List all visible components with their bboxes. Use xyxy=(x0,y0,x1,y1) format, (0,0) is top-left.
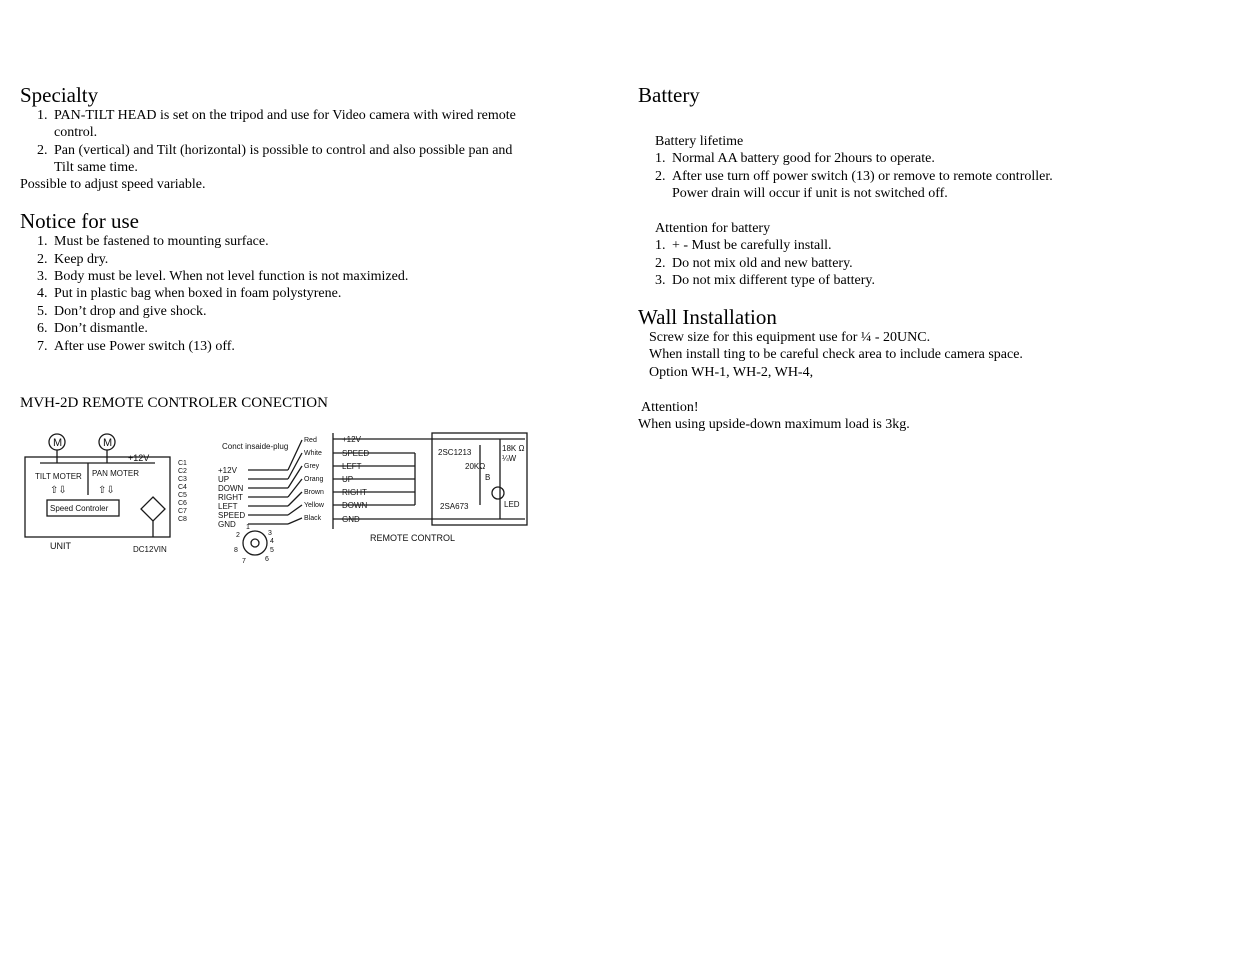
battery-attention-title: Attention for battery xyxy=(655,221,771,236)
connector-icon xyxy=(243,531,267,555)
motor-symbol-label: M xyxy=(53,437,63,449)
connector-number: 2 xyxy=(236,532,240,539)
list-text: Do not mix different type of battery. xyxy=(672,273,875,288)
notice-item-4 xyxy=(37,285,341,303)
wire-color-list xyxy=(304,437,325,522)
pin-label: C2 xyxy=(178,468,187,475)
remote-signal-label: SPEED xyxy=(342,449,370,458)
wire-color-label: Yellow xyxy=(304,502,324,509)
tilt-arrows-icon: ⇧⇩ xyxy=(50,485,67,496)
dc-in-label: DC12VIN xyxy=(133,545,167,554)
pan-motor-label: PAN MOTER xyxy=(92,469,139,478)
signal-label: DOWN xyxy=(218,484,244,493)
specialty-item-1 xyxy=(37,107,516,125)
list-number: 2. xyxy=(655,169,666,184)
remote-signal-label: +12V xyxy=(342,435,361,444)
list-number: 6. xyxy=(37,321,48,336)
notice-item-5 xyxy=(37,303,207,321)
battery-lifetime-title: Battery lifetime xyxy=(655,134,744,149)
rectifier-icon xyxy=(141,497,165,521)
led-icon xyxy=(492,487,504,499)
list-number: 2. xyxy=(37,252,48,267)
signal-label: LEFT xyxy=(218,502,238,511)
pan-arrows-icon: ⇧⇩ xyxy=(98,485,115,496)
connection-title: MVH-2D REMOTE CONTROLER CONECTION xyxy=(20,395,328,411)
list-number: 1. xyxy=(655,151,666,166)
connector-number: 1 xyxy=(246,524,250,531)
notice-heading: Notice for use xyxy=(20,209,139,233)
remote-switch-lines xyxy=(333,433,527,525)
remote-signal-label: UP xyxy=(342,475,354,484)
list-text: Body must be level. When not level function is not maximized. xyxy=(54,269,409,284)
list-text: Keep dry. xyxy=(54,252,109,267)
list-text: Put in plastic bag when boxed in foam polystyrene. xyxy=(54,286,342,301)
list-text: PAN-TILT HEAD is set on the tripod and use for Video camera with wired remote xyxy=(54,108,516,123)
list-number: 4. xyxy=(37,286,48,301)
wire-color-label: Grey xyxy=(304,463,320,470)
pin-label: C1 xyxy=(178,460,187,467)
list-text: + - Must be carefully install. xyxy=(672,238,832,253)
connector-number: 5 xyxy=(270,547,274,554)
notice-item-2 xyxy=(37,251,108,269)
specialty-item-1-cont: control. xyxy=(54,125,98,140)
list-text: After use Power switch (13) off. xyxy=(54,339,235,354)
tilt-motor-label: TILT MOTER xyxy=(35,472,82,481)
wall-attention-title: Attention! xyxy=(641,400,699,415)
list-number: 3. xyxy=(37,269,48,284)
remote-signal-label: DOWN xyxy=(342,501,368,510)
battery-heading: Battery xyxy=(638,83,700,107)
remote-signal-label: LEFT xyxy=(342,462,362,471)
notice-item-6 xyxy=(37,320,148,338)
specialty-note: Possible to adjust speed variable. xyxy=(20,177,206,192)
list-number: 7. xyxy=(37,339,48,354)
connector-number: 4 xyxy=(270,538,274,545)
list-text: Do not mix old and new battery. xyxy=(672,256,853,271)
list-number: 5. xyxy=(37,304,48,319)
pin-label: C7 xyxy=(178,508,187,515)
list-text: Normal AA battery good for 2hours to operate. xyxy=(672,151,935,166)
unit-plus12-label: +12V xyxy=(128,453,150,463)
resistor1-label: 20KΩ xyxy=(465,462,486,471)
pin-label: C6 xyxy=(178,500,187,507)
connector-number: 7 xyxy=(242,558,246,565)
speed-controller-label: Speed Controler xyxy=(50,504,109,513)
wire-color-label: Black xyxy=(304,515,322,522)
wall-line-2: When install ting to be careful check area to include camera space. xyxy=(649,347,1023,362)
list-number: 2. xyxy=(655,256,666,271)
transistor2-label: 2SA673 xyxy=(440,502,469,511)
list-number: 2. xyxy=(37,143,48,158)
unit-label: UNIT xyxy=(50,541,71,551)
base-label: B xyxy=(485,473,491,482)
motor-symbol-label: M xyxy=(103,437,113,449)
list-text: Pan (vertical) and Tilt (horizontal) is possible to control and also possible pan and xyxy=(54,143,513,158)
pin-label: C5 xyxy=(178,492,187,499)
signal-label: UP xyxy=(218,475,230,484)
battery-lifetime-item-2 xyxy=(655,168,1053,186)
battery-lifetime-item-1 xyxy=(655,150,935,168)
wall-line-1: Screw size for this equipment use for ¼ - 20UNC. xyxy=(649,330,931,345)
list-number: 1. xyxy=(655,238,666,253)
list-number: 1. xyxy=(37,108,48,123)
specialty-item-2 xyxy=(37,142,512,160)
list-text: Must be fastened to mounting surface. xyxy=(54,234,269,249)
pin-label: C4 xyxy=(178,484,187,491)
list-number: 1. xyxy=(37,234,48,249)
wall-installation-heading: Wall Installation xyxy=(638,305,777,329)
specialty-heading: Specialty xyxy=(20,83,99,107)
battery-attention-item-2 xyxy=(655,255,853,273)
wire-color-label: Red xyxy=(304,437,317,444)
wire-color-label: Orang xyxy=(304,476,324,483)
connector-number: 3 xyxy=(268,530,272,537)
list-number: 3. xyxy=(655,273,666,288)
pin-list xyxy=(178,460,187,523)
battery-lifetime-item-2-cont: Power drain will occur if unit is not switched off. xyxy=(672,186,948,201)
notice-item-3 xyxy=(37,268,408,286)
specialty-item-2-cont: Tilt same time. xyxy=(54,160,138,175)
pin-label: C3 xyxy=(178,476,187,483)
battery-attention-item-3 xyxy=(655,272,875,290)
list-text: Don’t dismantle. xyxy=(54,321,148,336)
signal-label: GND xyxy=(218,520,236,529)
plug-label: Conct insaide-plug xyxy=(222,442,289,451)
remote-signal-label: RIGHT xyxy=(342,488,367,497)
resistor2-watt-label: ¼W xyxy=(502,454,517,463)
signal-list xyxy=(218,466,245,529)
wall-attention-text: When using upside-down maximum load is 3kg. xyxy=(638,417,910,432)
wire-color-label: Brown xyxy=(304,489,324,496)
list-text: Don’t drop and give shock. xyxy=(54,304,207,319)
signal-label: RIGHT xyxy=(218,493,243,502)
pin-label: C8 xyxy=(178,516,187,523)
transistor1-label: 2SC1213 xyxy=(438,448,472,457)
wiring-diagram xyxy=(20,425,550,565)
notice-item-1 xyxy=(37,233,269,251)
resistor2-label: 18K Ω xyxy=(502,444,525,453)
remote-control-label: REMOTE CONTROL xyxy=(370,533,456,543)
wire-color-label: White xyxy=(304,450,322,457)
notice-item-7 xyxy=(37,338,235,356)
list-text: After use turn off power switch (13) or remove to remote controller. xyxy=(672,169,1053,184)
connector-number: 8 xyxy=(234,547,238,554)
battery-attention-item-1 xyxy=(655,237,832,255)
wall-line-3: Option WH-1, WH-2, WH-4, xyxy=(649,365,814,380)
signal-label: +12V xyxy=(218,466,237,475)
signal-label: SPEED xyxy=(218,511,246,520)
led-label: LED xyxy=(504,500,520,509)
connector-number: 6 xyxy=(265,556,269,563)
wire-lines xyxy=(248,440,302,524)
remote-signal-label: GND xyxy=(342,515,360,524)
